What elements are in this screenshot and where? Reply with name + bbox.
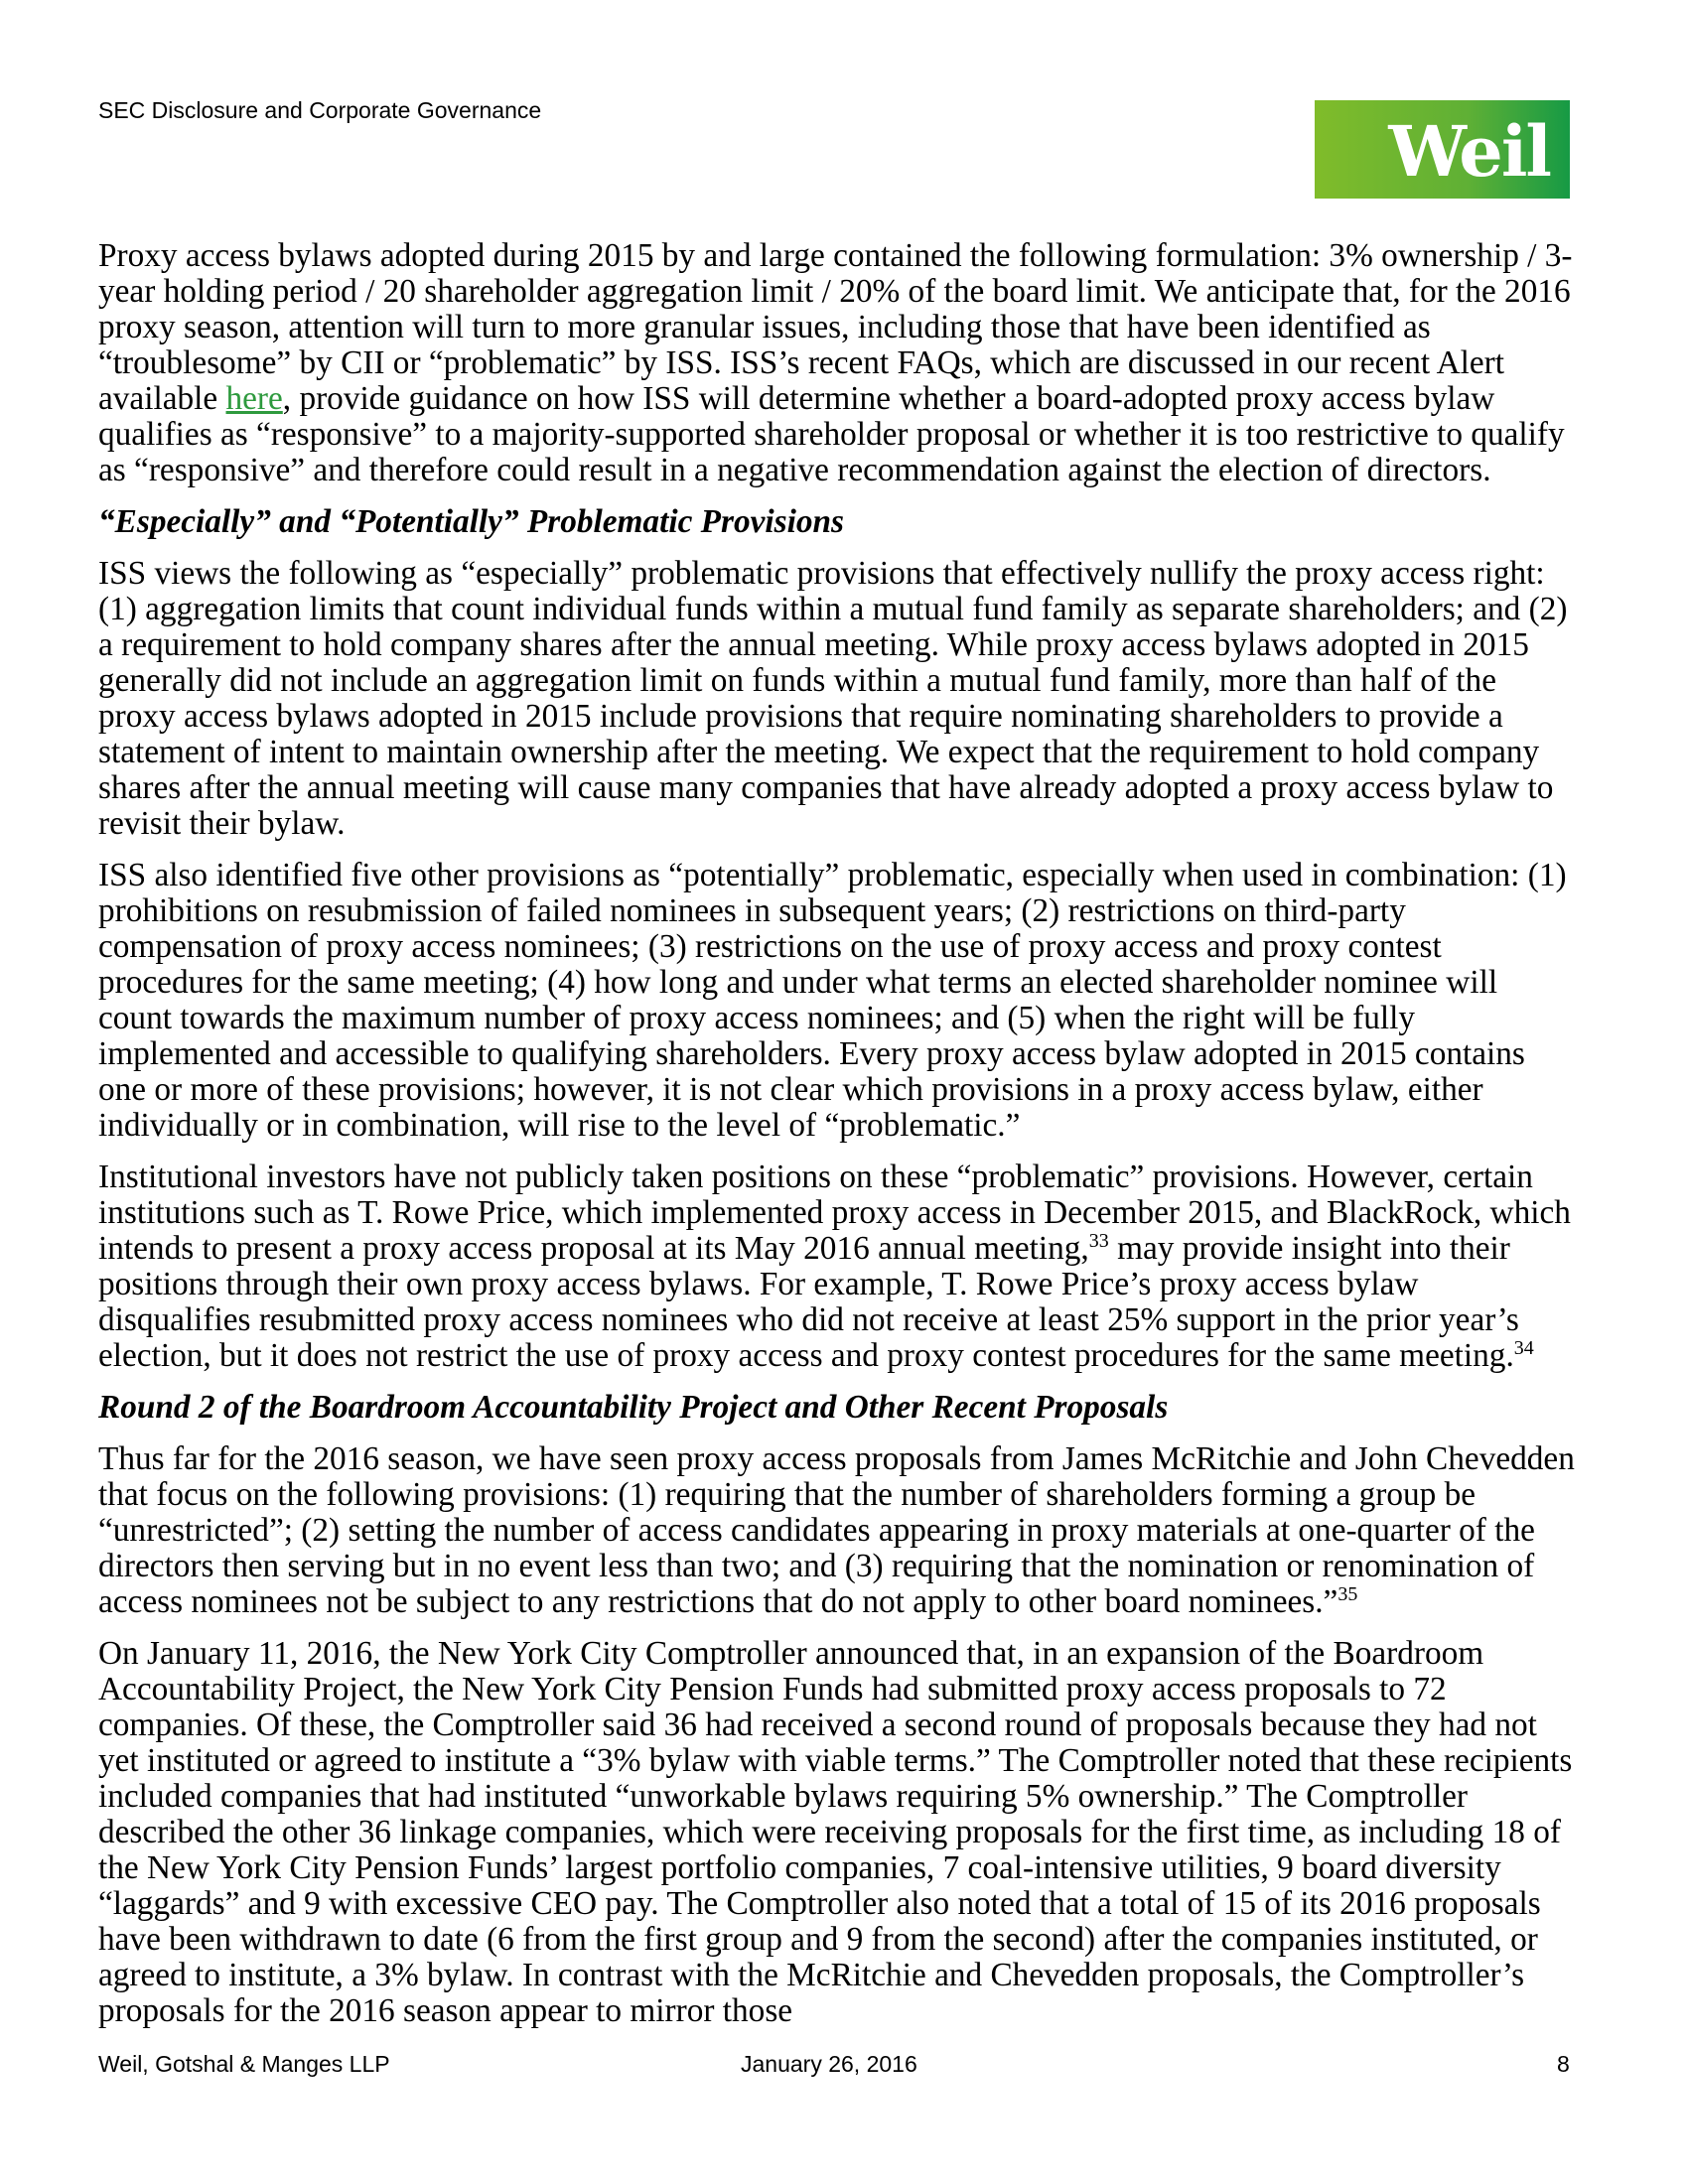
text: may provide insight into their positions through their own proxy access bylaws. For example, T. Rowe Price’s proxy access bylaw disqualifies resubmitted proxy access nominees who did not receive at least 25% support in the prior year’s election, but it does not restrict the use of proxy access and proxy contest procedures for the same meeting. — [98, 1230, 1519, 1374]
text: Proxy access bylaws adopted during 2015 by and large contained the following formulation: 3% ownership / 3-year holding period / 20 shareholder aggregation limit / 20% of the board limit. We anticipate that, for the 2016 proxy season, attention will turn to more granular issues, including those that have been identified as “troublesome” by CII or “problematic” by ISS. ISS’s recent FAQs, which are discussed in our recent Alert available — [98, 237, 1573, 417]
page-number: 8 — [1557, 2051, 1570, 2077]
header-title: SEC Disclosure and Corporate Governance — [98, 97, 542, 123]
paragraph-institutional — [98, 1160, 1578, 1374]
page-footer — [0, 2049, 1688, 2109]
footnote-ref[interactable]: 34 — [1513, 1336, 1534, 1359]
section-heading-round2: Round 2 of the Boardroom Accountability Project and Other Recent Proposals — [98, 1389, 1169, 1426]
paragraph-comptroller: On January 11, 2016, the New York City Comptroller announced that, in an expansion of the Boardroom Accountability Project, the New York City Pension Funds had submitted proxy access proposals to 72 companies. Of these, the Comptroller said 36 had received a second round of proposals because they had not yet instituted or agreed to institute a “3% bylaw with viable terms.” The Comptroller noted that these recipients included companies that had instituted “unworkable bylaws requiring 5% ownership.” The Comptroller described the other 36 linkage companies, which were receiving proposals for the first time, as including 18 of the New York City Pension Funds’ largest portfolio companies, 7 coal-intensive utilities, 9 board diversity “laggards” and 9 with excessive CEO pay. The Comptroller also noted that a total of 15 of its 2016 proposals have been withdrawn to date (6 from the first group and 9 from the second) after the companies instituted, or agreed to institute, a 3% bylaw. In contrast with the McRitchie and Chevedden proposals, the Comptroller’s proposals for the 2016 season appear to mirror those — [98, 1635, 1573, 2029]
paragraph-intro — [98, 238, 1578, 488]
footer-date: January 26, 2016 — [741, 2051, 917, 2077]
footnote-ref[interactable]: 35 — [1337, 1582, 1358, 1605]
footer-firm: Weil, Gotshal & Manges LLP — [98, 2051, 390, 2077]
paragraph-especially: ISS views the following as “especially” problematic provisions that effectively nullify the proxy access right: (1) aggregation limits that count individual funds within a mutual fund family as separate shareholders; and (2) a requirement to hold company shares after the annual meeting. While proxy access bylaws adopted in 2015 generally did not include an aggregation limit on funds within a mutual fund family, more than half of the proxy access bylaws adopted in 2015 include provisions that require nominating shareholders to provide a statement of intent to maintain ownership after the meeting. We expect that the requirement to hold company shares after the annual meeting will cause many companies that have already adopted a proxy access bylaw to revisit their bylaw. — [98, 555, 1568, 842]
footnote-ref[interactable]: 33 — [1088, 1229, 1109, 1252]
text: Institutional investors have not publicly taken positions on these “problematic” provisions. However, certain institutions such as T. Rowe Price, which implemented proxy access in December 2015, and BlackRock, which intends to present a proxy access proposal at its May 2016 annual meeting, — [98, 1159, 1571, 1267]
weil-logo — [1315, 100, 1570, 199]
text: , provide guidance on how ISS will determine whether a board-adopted proxy access bylaw qualifies as “responsive” to a majority-supported shareholder proposal or whether it is too restrictive to qualify as “responsive” and therefore could result in a negative recommendation against the election of directors. — [98, 380, 1565, 488]
text: Thus far for the 2016 season, we have seen proxy access proposals from James McRitchie and John Chevedden that focus on the following provisions: (1) requiring that the number of shareholders forming a group be “unrestricted”; (2) setting the number of access candidates appearing in proxy materials at one-quarter of the directors then serving but in no event less than two; and (3) requiring that the nomination or renomination of access nominees not be subject to any restrictions that do not apply to other board nominees.” — [98, 1440, 1575, 1620]
paragraph-mcritchie — [98, 1441, 1578, 1620]
section-heading-problematic: “Especially” and “Potentially” Problematic Provisions — [98, 503, 844, 540]
logo-text: Weil — [1388, 110, 1550, 193]
here-link[interactable]: here — [225, 380, 283, 417]
paragraph-potentially: ISS also identified five other provisions as “potentially” problematic, especially when used in combination: (1) prohibitions on resubmission of failed nominees in subsequent years; (2) restrictions on third-party compensation of proxy access nominees; (3) restrictions on the use of proxy access and proxy contest procedures for the same meeting; (4) how long and under what terms an elected shareholder nominee will count towards the maximum number of proxy access nominees; and (5) when the right will be fully implemented and accessible to qualifying shareholders. Every proxy access bylaw adopted in 2015 contains one or more of these provisions; however, it is not clear which provisions in a proxy access bylaw, either individually or in combination, will rise to the level of “problematic.” — [98, 857, 1567, 1144]
document-body — [98, 238, 1578, 2029]
